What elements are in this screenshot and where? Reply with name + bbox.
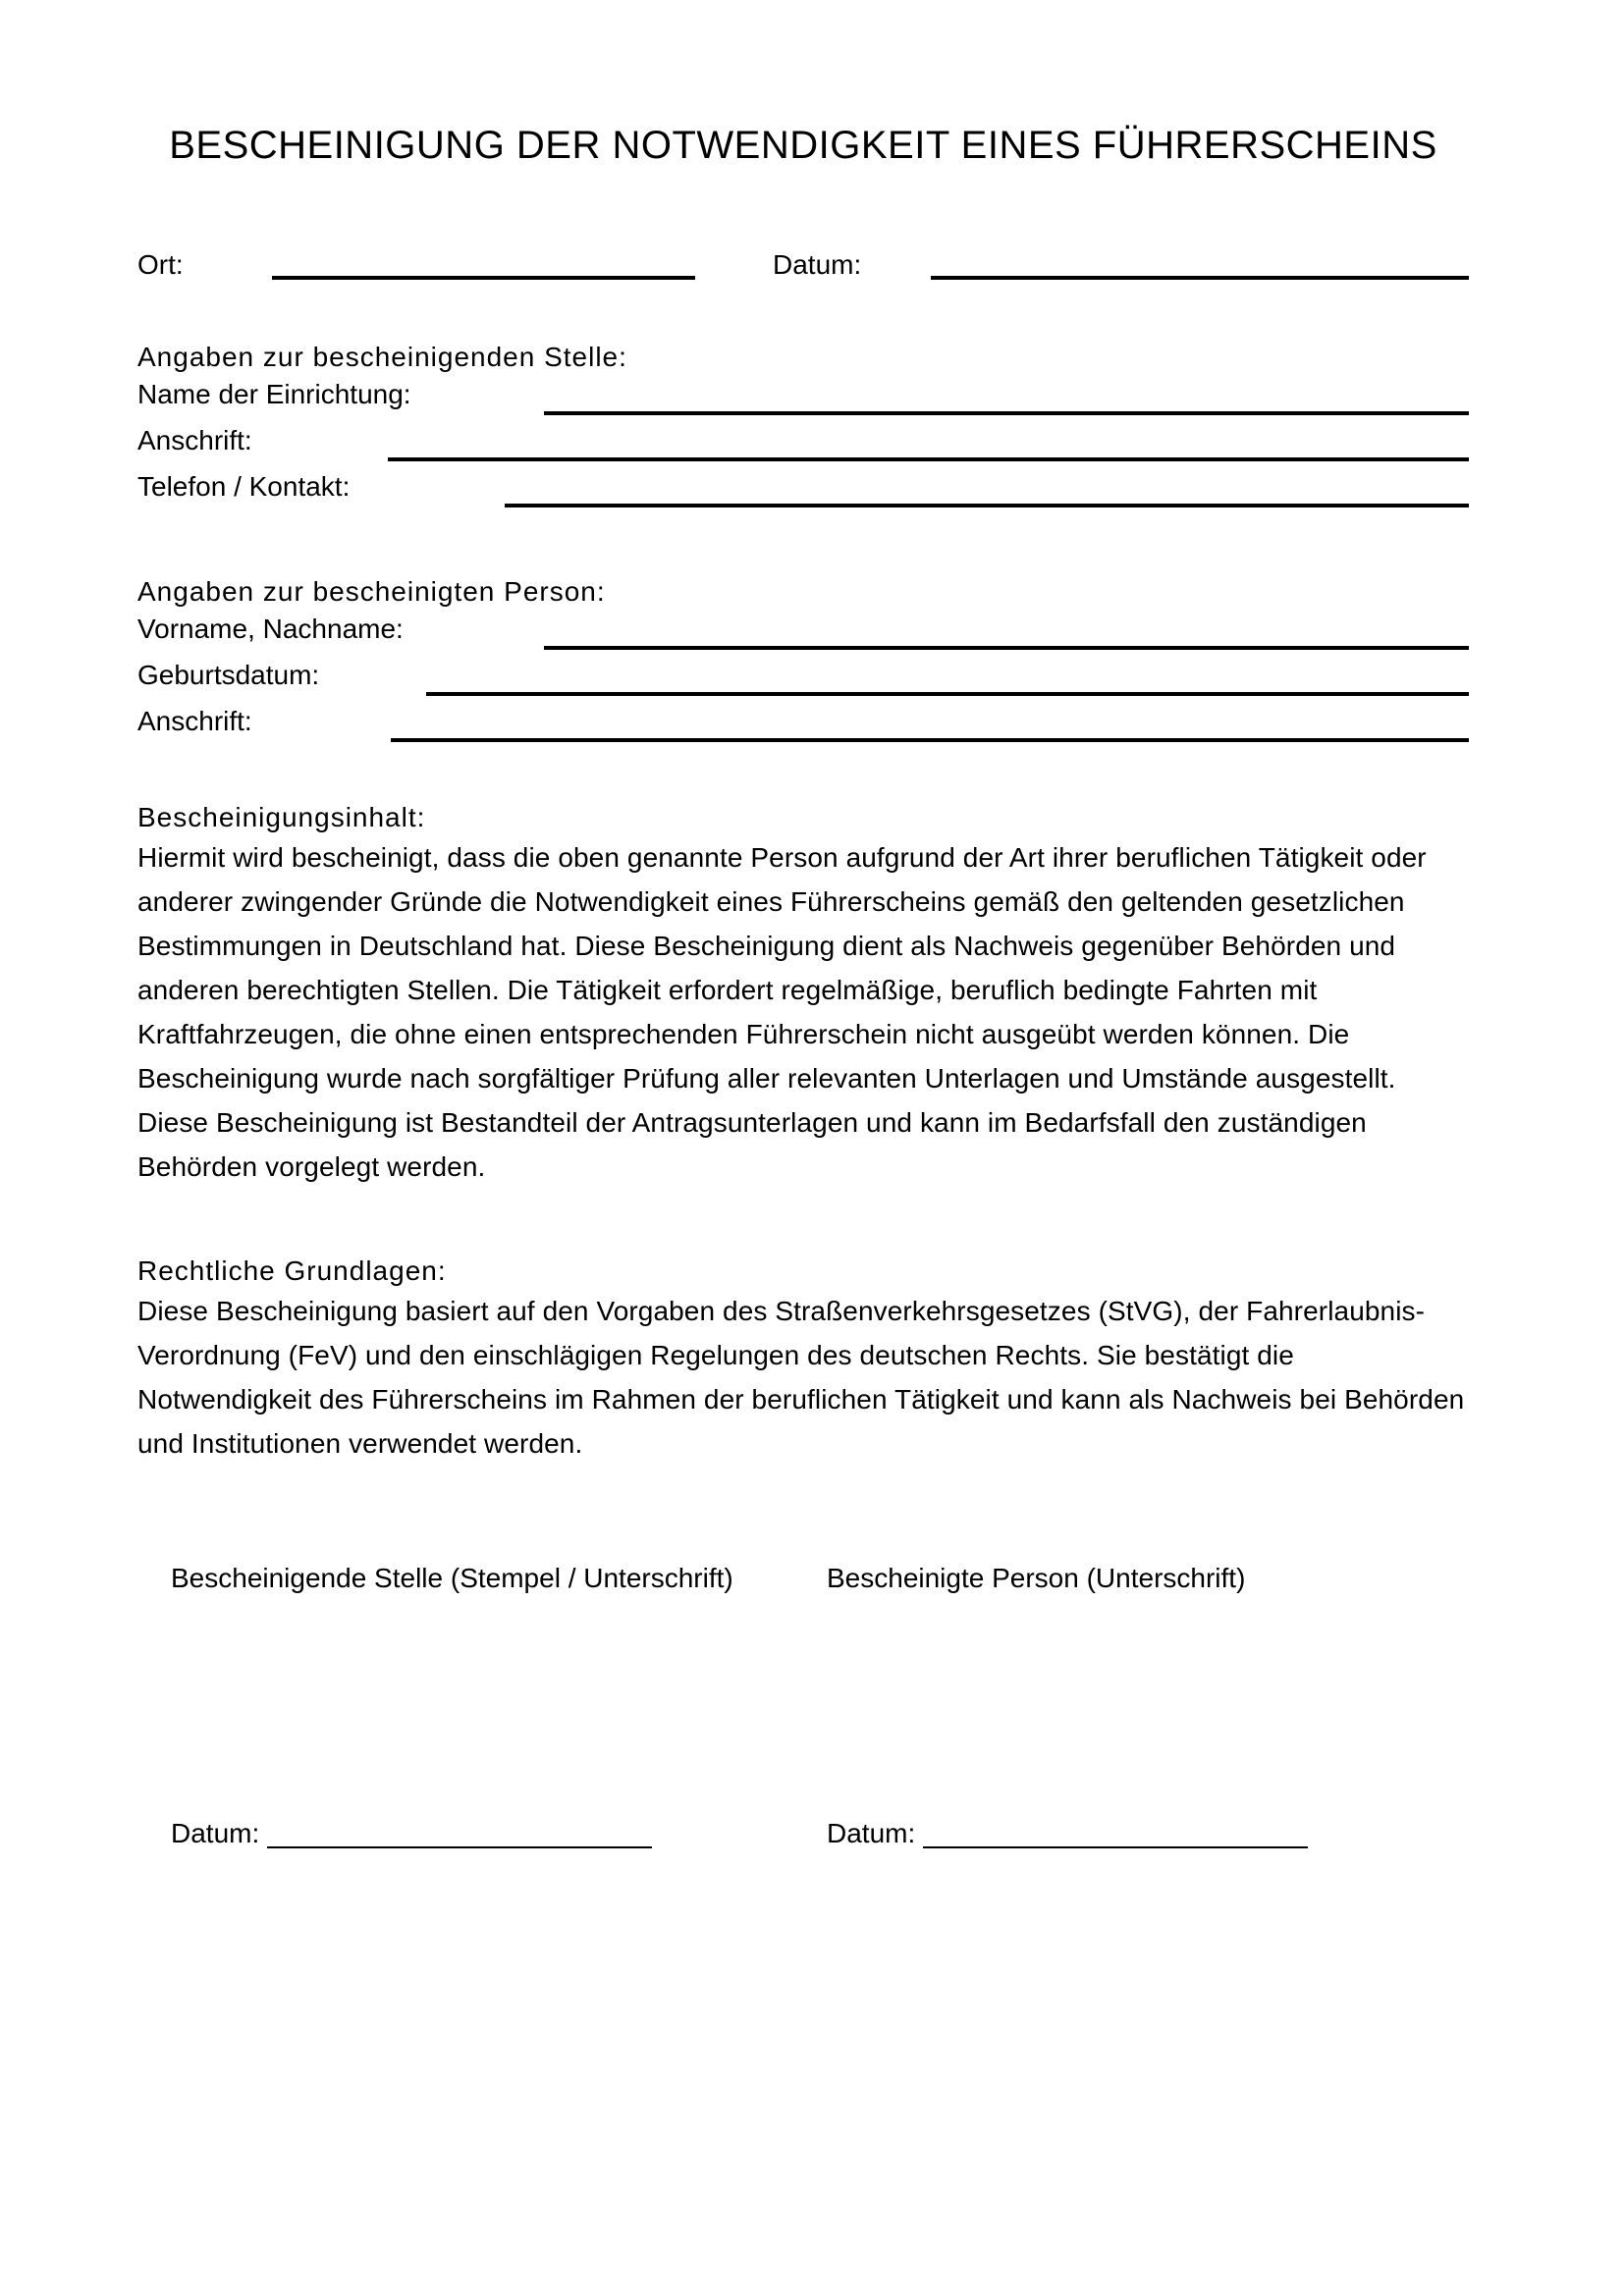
signature-date-row xyxy=(137,1819,1469,1848)
form-row-anschrift-stelle xyxy=(137,415,1469,461)
content-section-heading: Bescheinigungsinhalt: xyxy=(137,802,426,832)
form-row-geburtsdatum xyxy=(137,650,1469,696)
person-date-input-line[interactable] xyxy=(923,1844,1308,1848)
legal-section-paragraph: Diese Bescheinigung basiert auf den Vorgaben des Straßenverkehrsgesetzes (StVG), der Fahrerlaubnis-Verordnung (FeV) und den einschlägigen Regelungen des deutschen Rechts. Sie bestätigt die Notwendigkeit des Führerscheins im Rahmen der beruflichen Tätigkeit und kann als Nachweis bei Behörden und Institutionen verwendet werden. xyxy=(137,1296,1465,1459)
anschrift-stelle-label: Anschrift: xyxy=(137,425,252,455)
ort-datum-row xyxy=(137,250,1469,280)
ort-label: Ort: xyxy=(137,249,184,280)
form-row-vorname-nachname xyxy=(137,604,1469,650)
anschrift-person-input-line[interactable] xyxy=(391,738,1469,742)
telefon-kontakt-input-line[interactable] xyxy=(505,504,1469,507)
content-section-paragraph: Hiermit wird bescheinigt, dass die oben genannte Person aufgrund der Art ihrer beruflichen Tätigkeit oder anderer zwingender Gründe die Notwendigkeit eines Führerscheins gemäß den geltenden gesetzlichen Bestimmungen in Deutschland hat. Diese Bescheinigung dient als Nachweis gegenüber Behörden und anderen berechtigten Stellen. Die Tätigkeit erfordert regelmäßige, beruflich bedingte Fahrten mit Kraftfahrzeugen, die ohne einen entsprechenden Führerschein nicht ausgeübt werden können. Die Bescheinigung wurde nach sorgfältiger Prüfung aller relevanten Unterlagen und Umstände ausgestellt. Diese Bescheinigung ist Bestandteil der Antragsunterlagen und kann im Bedarfsfall den zuständigen Behörden vorgelegt werden. xyxy=(137,842,1427,1182)
vorname-nachname-label: Vorname, Nachname: xyxy=(137,614,404,644)
geburtsdatum-label: Geburtsdatum: xyxy=(137,660,320,690)
issuing-section-heading: Angaben zur bescheinigenden Stelle: xyxy=(137,342,627,372)
anschrift-person-label: Anschrift: xyxy=(137,706,252,736)
ort-input-line[interactable] xyxy=(272,276,695,280)
person-signature-block xyxy=(827,1562,1469,1595)
issuer-date-block xyxy=(171,1819,827,1848)
datum-input-line[interactable] xyxy=(931,276,1469,280)
legal-section-heading: Rechtliche Grundlagen: xyxy=(137,1255,447,1286)
issuer-signature-label: Bescheinigende Stelle (Stempel / Unterschrift) xyxy=(171,1563,733,1593)
person-section-heading: Angaben zur bescheinigten Person: xyxy=(137,576,606,607)
telefon-kontakt-label: Telefon / Kontakt: xyxy=(137,471,351,502)
issuer-date-label: Datum: xyxy=(171,1818,260,1848)
form-row-name-der-einrichtung xyxy=(137,369,1469,415)
datum-label: Datum: xyxy=(773,249,862,280)
issuer-date-input-line[interactable] xyxy=(267,1844,652,1848)
issuer-signature-block xyxy=(171,1562,827,1595)
person-signature-label: Bescheinigte Person (Unterschrift) xyxy=(827,1563,1246,1593)
page-title: BESCHEINIGUNG DER NOTWENDIGKEIT EINES FÜHRERSCHEINS xyxy=(169,124,1437,167)
signature-label-row xyxy=(137,1562,1469,1595)
person-date-label: Datum: xyxy=(827,1818,916,1848)
person-date-block xyxy=(827,1819,1469,1848)
name-der-einrichtung-label: Name der Einrichtung: xyxy=(137,379,411,409)
form-row-anschrift-person xyxy=(137,696,1469,742)
form-row-telefon-kontakt xyxy=(137,461,1469,507)
